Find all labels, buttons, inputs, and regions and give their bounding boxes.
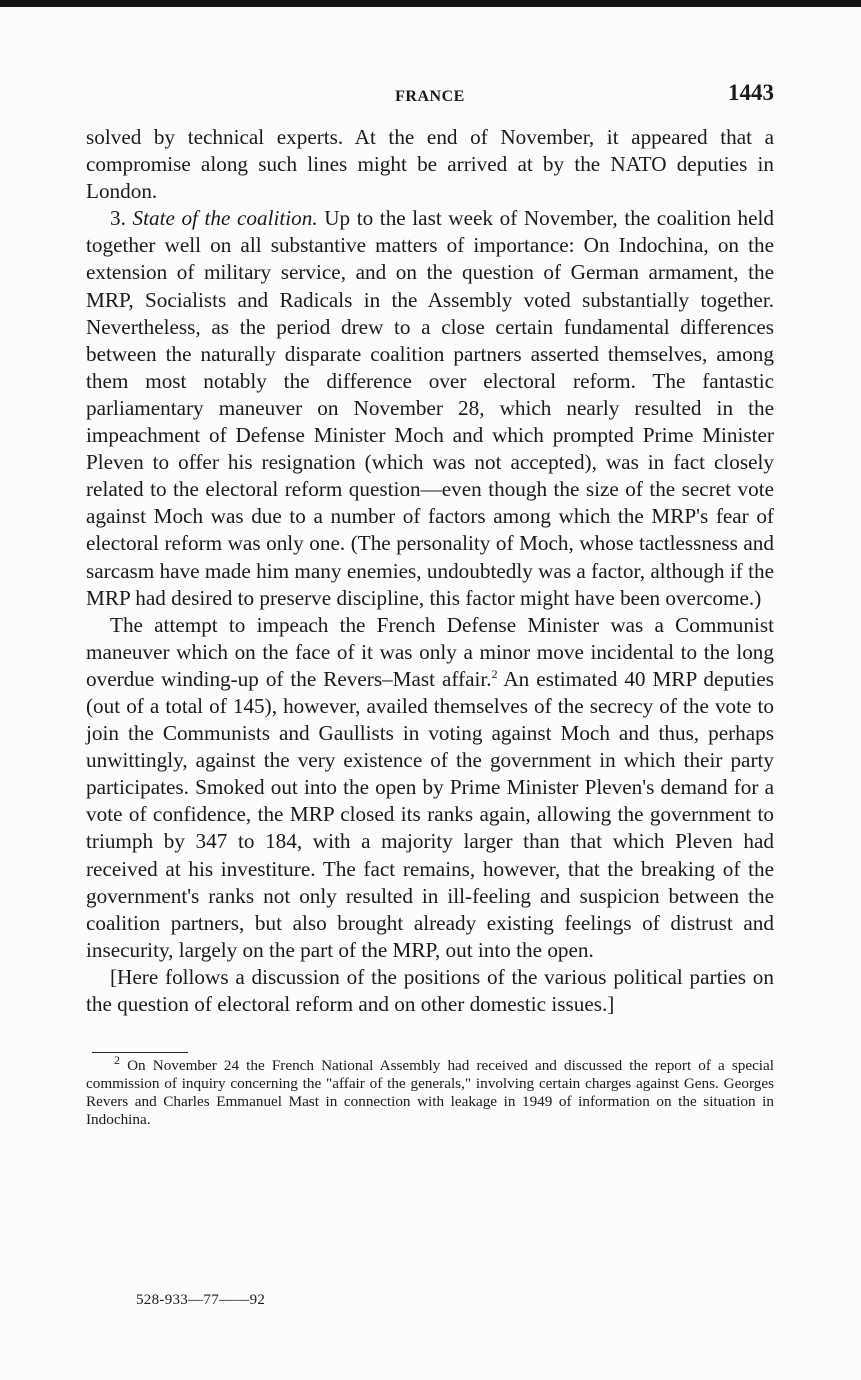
- running-head: [86, 80, 774, 124]
- body-text: [86, 124, 774, 1018]
- paragraph-1: solved by technical experts. At the end of November, it appeared that a compromise along such lines might be arrived at by the NATO deputies in London.: [86, 125, 774, 204]
- section-heading: State of the coalition.: [132, 206, 318, 231]
- top-border: [0, 0, 861, 7]
- footnote-text: On November 24 the French National Assembly had received and discussed the report of a special commission of inquiry concerning the "affair of the generals," involving certain charges against Gens. Georges Revers and Charles Emmanuel Mast in connection with leakage in 1949 of information on the situation in Indochina.: [86, 1057, 774, 1129]
- running-title: FRANCE: [395, 88, 465, 105]
- section-number: 3.: [110, 206, 126, 231]
- footnote-marker: 2: [114, 1053, 120, 1068]
- paragraph-3-text-rest: An estimated 40 MRP deputies (out of a total of 145), however, availed themselves of the secrecy of the vote to join the Communists and Gaullists in voting against Moch and thus, perhaps unwittingly, against the very existence of the government in which their party participates. Smoked out into the open by Prime Minister Pleven's demand for a vote of confidence, the MRP closed its ranks again, allowing the government to triumph by 347 to 184, with a majority larger than that which Pleven had received at his investiture. The fact remains, however, that the breaking of the government's ranks not only resulted in ill-feeling and suspicion between the coalition partners, but also brought already existing feelings of distrust and insecurity, largely on the part of the MRP, out into the open.: [86, 666, 774, 962]
- page-content: [86, 80, 774, 1129]
- paragraph-2-text: Up to the last week of November, the coalition held together well on all substantive matters of importance: On Indochina, on the extension of military service, and on the question of German armament, the MRP, Socialists and Radicals in the Assembly voted substantially together. Nevertheless, as the period drew to a close certain fundamental differences between the naturally disparate coalition partners asserted themselves, among them most notably the difference over electoral reform. The fantastic parliamentary maneuver on November 28, which nearly resulted in the impeachment of Defense Minister Moch and which prompted Prime Minister Pleven to offer his resignation (which was not accepted), was in fact closely related to the electoral reform question—even though the size of the secret vote against Moch was due to a number of factors among which the MRP's fear of electoral reform was only one. (The personality of Moch, whose tactlessness and sarcasm have made him many enemies, undoubtedly was a factor, although if the MRP had desired to preserve discipline, this factor might have been overcome.): [86, 206, 775, 610]
- footnote-rule: [92, 1052, 188, 1053]
- paragraph-4: [Here follows a discussion of the positions of the various political parties on the question of electoral reform and on other domestic issues.]: [86, 964, 774, 1016]
- paragraph-3: [86, 612, 774, 964]
- paragraph-3-text: The attempt to impeach the French Defense Minister was a Communist maneuver which on the face of it was only a minor move incidental to the long overdue winding-up of the Revers–Mast affair.: [86, 612, 774, 691]
- paragraph-2: [86, 205, 774, 611]
- print-code: 528-933—77——92: [136, 1292, 266, 1308]
- footnote-reference: 2: [491, 666, 498, 681]
- footnote: [86, 1053, 774, 1129]
- page-number: 1443: [728, 80, 774, 105]
